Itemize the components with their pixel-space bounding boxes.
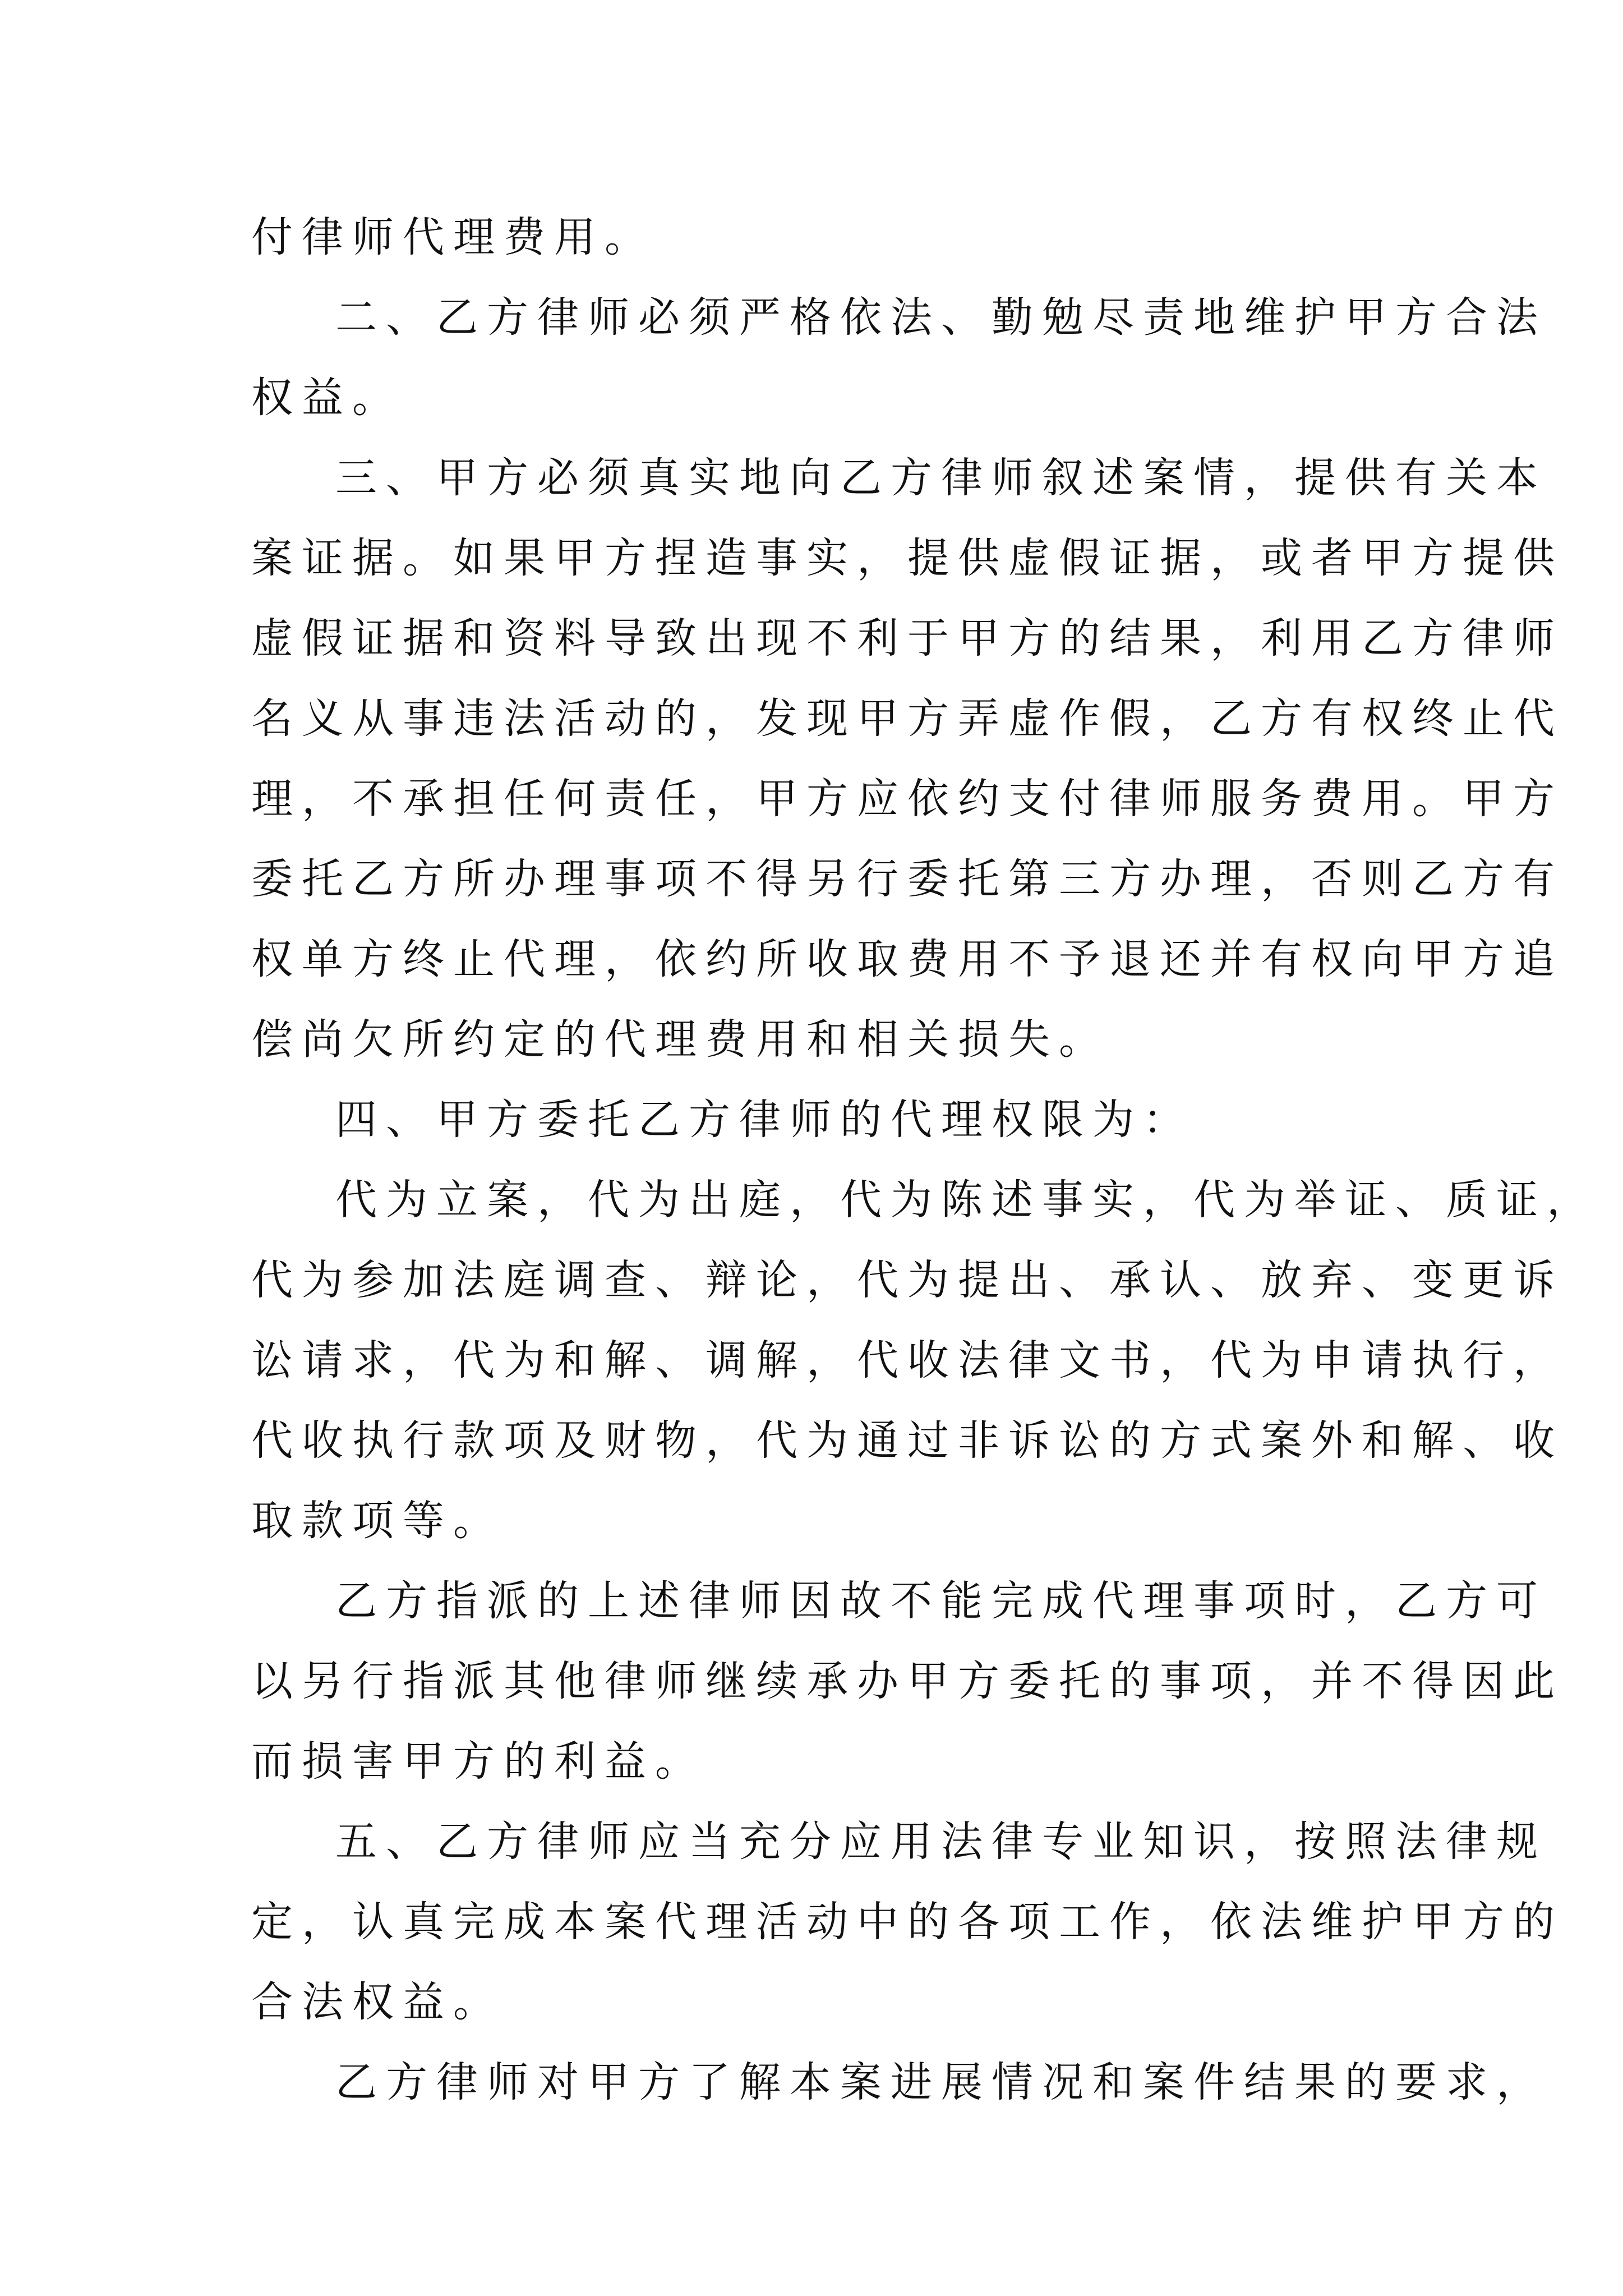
text-line: 权益。 xyxy=(251,374,403,422)
document-page xyxy=(251,197,1597,2123)
text-line: 代收执行款项及财物，代为通过非诉讼的方式案外和解、收 xyxy=(251,1416,1564,1465)
text-line: 取款项等。 xyxy=(251,1497,504,1545)
text-line: 五、乙方律师应当充分应用法律专业知识，按照法律规 xyxy=(335,1818,1547,1866)
text-line: 理，不承担任何责任，甲方应依约支付律师服务费用。甲方 xyxy=(251,775,1564,823)
text-line: 定，认真完成本案代理活动中的各项工作，依法维护甲方的 xyxy=(251,1898,1564,1946)
text-line: 二、乙方律师必须严格依法、勤勉尽责地维护甲方合法 xyxy=(335,293,1547,342)
text-line: 乙方律师对甲方了解本案进展情况和案件结果的要求， xyxy=(335,2058,1547,2106)
text-line: 乙方指派的上述律师因故不能完成代理事项时，乙方可 xyxy=(335,1577,1547,1625)
text-line: 代为参加法庭调查、辩论，代为提出、承认、放弃、变更诉 xyxy=(251,1256,1564,1304)
text-line: 委托乙方所办理事项不得另行委托第三方办理，否则乙方有 xyxy=(251,855,1564,903)
text-line: 合法权益。 xyxy=(251,1978,504,2026)
text-line: 四、甲方委托乙方律师的代理权限为： xyxy=(335,1096,1193,1144)
text-line: 权单方终止代理，依约所收取费用不予退还并有权向甲方追 xyxy=(251,935,1564,983)
text-line: 虚假证据和资料导致出现不利于甲方的结果，利用乙方律师 xyxy=(251,614,1564,662)
text-line: 讼请求，代为和解、调解，代收法律文书，代为申请执行， xyxy=(251,1336,1564,1384)
text-line: 以另行指派其他律师继续承办甲方委托的事项，并不得因此 xyxy=(251,1657,1564,1705)
text-line: 付律师代理费用。 xyxy=(251,213,655,261)
text-line: 而损害甲方的利益。 xyxy=(251,1737,706,1786)
text-line: 代为立案，代为出庭，代为陈述事实，代为举证、质证， xyxy=(335,1176,1597,1224)
text-line: 偿尚欠所约定的代理费用和相关损失。 xyxy=(251,1015,1109,1064)
text-line: 名义从事违法活动的，发现甲方弄虚作假，乙方有权终止代 xyxy=(251,694,1564,743)
text-line: 三、甲方必须真实地向乙方律师叙述案情，提供有关本 xyxy=(335,454,1547,502)
text-line: 案证据。如果甲方捏造事实，提供虚假证据，或者甲方提供 xyxy=(251,534,1564,582)
